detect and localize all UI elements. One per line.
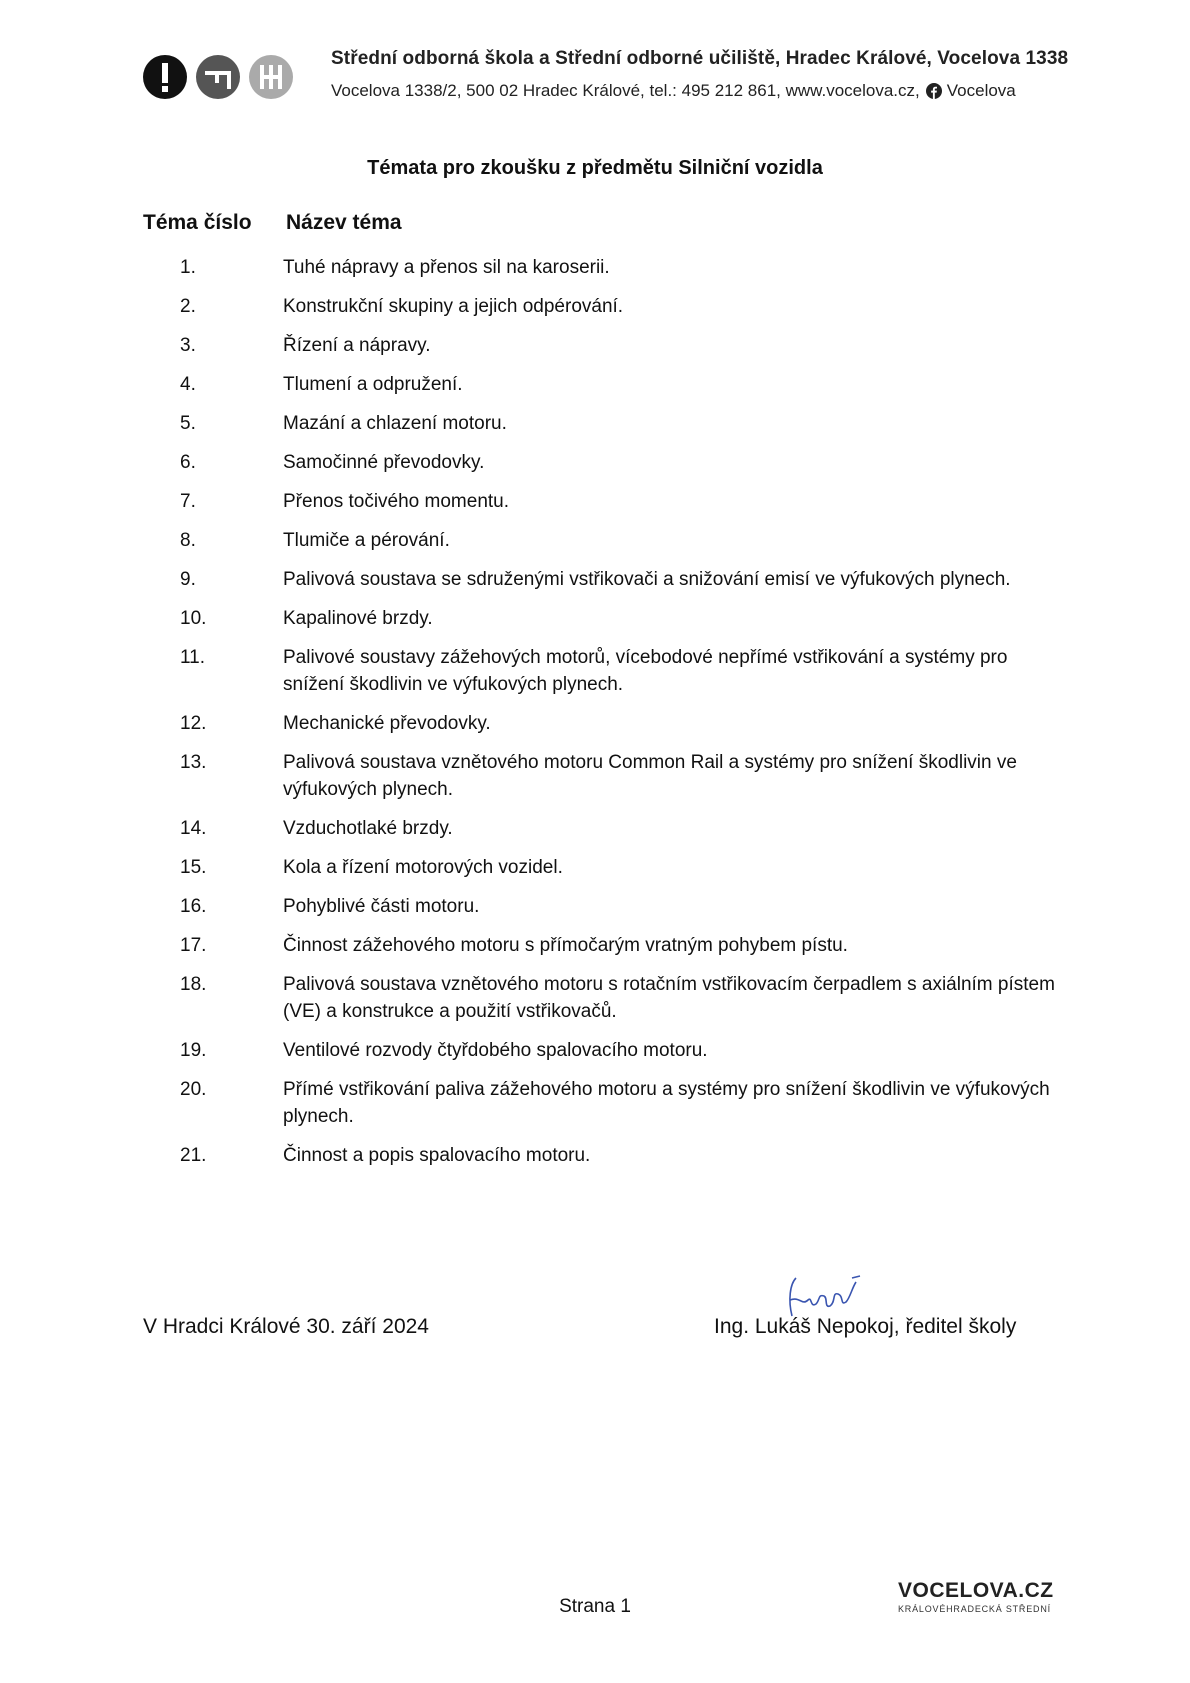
topic-text: Přímé vstřikování paliva zážehového motoru a systémy pro snížení škodlivin ve výfukových plynech. xyxy=(283,1079,1050,1127)
brand-logo-text: VOCELOVA.CZ xyxy=(898,1579,1054,1602)
place-date: V Hradci Králové 30. září 2024 xyxy=(143,1315,429,1338)
topic-number: 7. xyxy=(180,491,196,512)
topic-text: Konstrukční skupiny a jejich odpérování. xyxy=(283,296,624,317)
school-address xyxy=(331,81,1016,101)
topic-row xyxy=(0,971,1190,1025)
topic-number: 20. xyxy=(180,1079,207,1100)
topic-number: 5. xyxy=(180,413,196,434)
topic-number: 10. xyxy=(180,608,207,629)
topic-text: Mazání a chlazení motoru. xyxy=(283,413,507,434)
topic-row xyxy=(0,371,1190,398)
topic-number: 3. xyxy=(180,335,196,356)
topic-text: Řízení a nápravy. xyxy=(283,335,431,356)
topic-number: 11. xyxy=(180,647,206,668)
topic-text: Mechanické převodovky. xyxy=(283,713,491,734)
topic-number: 1. xyxy=(180,257,196,278)
topic-number: 17. xyxy=(180,935,207,956)
topic-number: 4. xyxy=(180,374,196,395)
topic-row xyxy=(0,854,1190,881)
topic-number: 19. xyxy=(180,1040,207,1061)
topic-list xyxy=(0,254,1190,1181)
column-header-name: Název téma xyxy=(286,211,402,234)
topic-text: Činnost zážehového motoru s přímočarým vratným pohybem pístu. xyxy=(283,935,848,956)
topic-row xyxy=(0,710,1190,737)
topic-row xyxy=(0,488,1190,515)
topic-number: 6. xyxy=(180,452,196,473)
topic-number: 2. xyxy=(180,296,196,317)
topic-row xyxy=(0,893,1190,920)
topic-text: Palivová soustava vznětového motoru Common Rail a systémy pro snížení škodlivin ve výfukových plynech. xyxy=(283,752,1017,800)
topic-number: 13. xyxy=(180,752,207,773)
topic-row xyxy=(0,332,1190,359)
topic-number: 16. xyxy=(180,896,207,917)
topic-number: 9. xyxy=(180,569,196,590)
topic-row xyxy=(0,1037,1190,1064)
topic-text: Přenos točivého momentu. xyxy=(283,491,510,512)
topic-text: Tlumiče a pérování. xyxy=(283,530,450,551)
facebook-icon xyxy=(926,83,942,99)
topic-text: Tlumení a odpružení. xyxy=(283,374,463,395)
topic-row xyxy=(0,605,1190,632)
school-name: Střední odborná škola a Střední odborné učiliště, Hradec Králové, Vocelova 1338 xyxy=(331,48,1069,69)
topic-text: Palivová soustava vznětového motoru s rotačním vstřikovacím čerpadlem s axiálním pístem (VE) a konstrukce a použití vstřikovačů. xyxy=(283,974,1055,1022)
topic-number: 18. xyxy=(180,974,207,995)
topic-text: Kapalinové brzdy. xyxy=(283,608,433,629)
director-signature-line: Ing. Lukáš Nepokoj, ředitel školy xyxy=(714,1315,1017,1338)
topic-row xyxy=(0,293,1190,320)
page-number: Strana 1 xyxy=(559,1596,631,1617)
topic-row xyxy=(0,254,1190,281)
column-header-number: Téma číslo xyxy=(143,211,252,234)
topic-text: Tuhé nápravy a přenos sil na karoserii. xyxy=(283,257,610,278)
topic-text: Pohyblivé části motoru. xyxy=(283,896,480,917)
topic-row xyxy=(0,527,1190,554)
school-logo xyxy=(143,53,293,101)
topic-text: Samočinné převodovky. xyxy=(283,452,485,473)
topic-row xyxy=(0,1076,1190,1130)
topic-number: 15. xyxy=(180,857,207,878)
topic-number: 8. xyxy=(180,530,196,551)
topic-text: Ventilové rozvody čtyřdobého spalovacího motoru. xyxy=(283,1040,708,1061)
topic-text: Kola a řízení motorových vozidel. xyxy=(283,857,563,878)
topic-text: Palivová soustava se sdruženými vstřikovači a snižování emisí ve výfukových plynech. xyxy=(283,569,1011,590)
brand-logo-subtitle: KRÁLOVÉHRADECKÁ STŘEDNÍ xyxy=(898,1604,1051,1614)
topic-row xyxy=(0,449,1190,476)
topic-text: Činnost a popis spalovacího motoru. xyxy=(283,1145,591,1166)
topic-text: Vzduchotlaké brzdy. xyxy=(283,818,453,839)
topic-number: 12. xyxy=(180,713,207,734)
topic-row xyxy=(0,1142,1190,1169)
topic-row xyxy=(0,749,1190,803)
document-title: Témata pro zkoušku z předmětu Silniční vozidla xyxy=(367,157,823,179)
topic-row xyxy=(0,410,1190,437)
topic-row xyxy=(0,932,1190,959)
address-text: Vocelova 1338/2, 500 02 Hradec Králové, tel.: 495 212 861, www.vocelova.cz, xyxy=(331,81,920,100)
topic-number: 21. xyxy=(180,1145,207,1166)
topic-row xyxy=(0,644,1190,698)
topic-text: Palivové soustavy zážehových motorů, vícebodové nepřímé vstřikování a systémy pro snížení škodlivin ve výfukových plynech. xyxy=(283,647,1008,695)
topic-row xyxy=(0,566,1190,593)
topic-number: 14. xyxy=(180,818,207,839)
facebook-label: Vocelova xyxy=(946,81,1016,100)
topic-row xyxy=(0,815,1190,842)
